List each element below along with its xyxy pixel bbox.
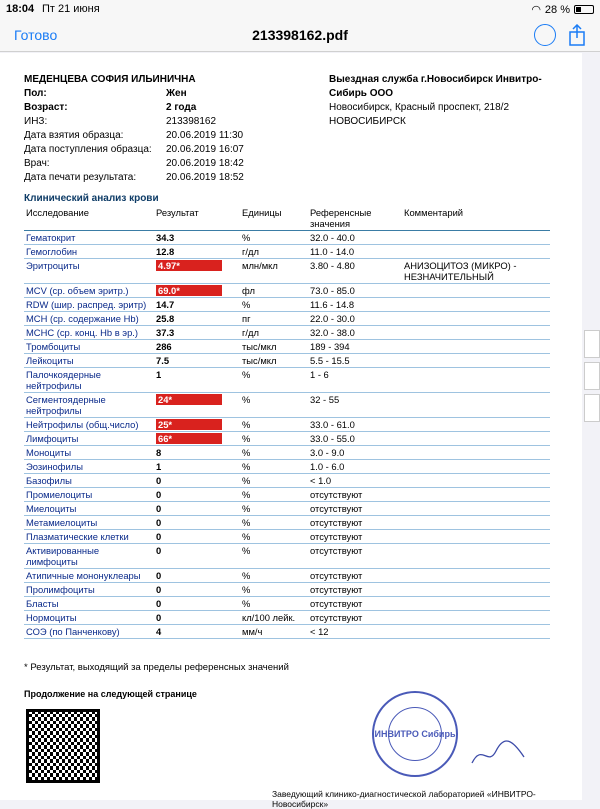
table-row bbox=[24, 432, 550, 446]
test-name: Гематокрит bbox=[24, 231, 154, 245]
patient-field-row bbox=[24, 87, 244, 101]
wifi-icon: ◠ bbox=[531, 4, 541, 16]
test-name: Лимфоциты bbox=[24, 432, 154, 446]
test-unit: % bbox=[240, 368, 308, 393]
test-reference: отсутствуют bbox=[308, 502, 402, 516]
test-result: 0 bbox=[154, 502, 240, 516]
table-row bbox=[24, 583, 550, 597]
table-row bbox=[24, 530, 550, 544]
test-reference: 3.0 - 9.0 bbox=[308, 446, 402, 460]
test-comment bbox=[402, 502, 550, 516]
test-unit: % bbox=[240, 583, 308, 597]
page-thumbnail[interactable] bbox=[584, 330, 600, 358]
table-row bbox=[24, 284, 550, 298]
status-bar bbox=[0, 0, 600, 18]
test-reference: 33.0 - 61.0 bbox=[308, 418, 402, 432]
document-title: 213398162.pdf bbox=[252, 27, 348, 43]
patient-field-value: Жен bbox=[166, 88, 187, 99]
patient-field-value: 20.06.2019 18:42 bbox=[166, 158, 244, 169]
test-comment bbox=[402, 354, 550, 368]
footnote: * Результат, выходящий за пределы референсных значений bbox=[24, 662, 289, 673]
patient-field-label: Дата поступления образца: bbox=[24, 144, 152, 155]
test-result: 14.7 bbox=[154, 298, 240, 312]
test-result: 34.3 bbox=[154, 231, 240, 245]
patient-fields bbox=[24, 87, 244, 185]
test-result bbox=[154, 432, 240, 446]
table-row bbox=[24, 474, 550, 488]
patient-field-value: 20.06.2019 11:30 bbox=[166, 130, 244, 141]
test-name: Метамиелоциты bbox=[24, 516, 154, 530]
test-unit: % bbox=[240, 488, 308, 502]
test-unit: кл/100 лейк. bbox=[240, 611, 308, 625]
patient-field-value: 2 года bbox=[166, 102, 197, 113]
test-unit: фл bbox=[240, 284, 308, 298]
signature bbox=[468, 733, 528, 773]
test-comment bbox=[402, 326, 550, 340]
test-name: Эозинофилы bbox=[24, 460, 154, 474]
patient-field-value: 20.06.2019 16:07 bbox=[166, 144, 244, 155]
test-reference: 33.0 - 55.0 bbox=[308, 432, 402, 446]
test-result: 4 bbox=[154, 625, 240, 639]
table-row bbox=[24, 259, 550, 284]
table-body bbox=[24, 231, 550, 639]
footer-text: Заведующий клинико-диагностической лабораторией «ИНВИТРО-Новосибирск» bbox=[272, 789, 536, 809]
test-comment bbox=[402, 312, 550, 326]
test-name: Палочкоядерные нейтрофилы bbox=[24, 368, 154, 393]
test-reference: 22.0 - 30.0 bbox=[308, 312, 402, 326]
flagged-result: 4.97* bbox=[156, 260, 222, 271]
status-date: Пт 21 июня bbox=[42, 3, 100, 15]
patient-field-row bbox=[24, 171, 244, 185]
table-row bbox=[24, 368, 550, 393]
table-row bbox=[24, 569, 550, 583]
table-row bbox=[24, 340, 550, 354]
test-result: 1 bbox=[154, 368, 240, 393]
table-row bbox=[24, 326, 550, 340]
markup-pen-icon[interactable] bbox=[534, 24, 556, 46]
test-name: Лейкоциты bbox=[24, 354, 154, 368]
test-unit: % bbox=[240, 418, 308, 432]
table-row bbox=[24, 245, 550, 259]
test-result: 37.3 bbox=[154, 326, 240, 340]
test-comment bbox=[402, 530, 550, 544]
test-result: 0 bbox=[154, 488, 240, 502]
test-reference: < 1.0 bbox=[308, 474, 402, 488]
lab-name: Выездная служба г.Новосибирск Инвитро-Сибирь ООО bbox=[329, 74, 542, 99]
test-name: Сегментоядерные нейтрофилы bbox=[24, 393, 154, 418]
test-unit: % bbox=[240, 432, 308, 446]
stamp-text: ИНВИТРО Сибирь bbox=[374, 729, 456, 739]
test-reference: 1 - 6 bbox=[308, 368, 402, 393]
test-unit: % bbox=[240, 502, 308, 516]
column-header: Исследование bbox=[24, 206, 154, 231]
test-comment bbox=[402, 432, 550, 446]
continuation-note: Продолжение на следующей странице bbox=[24, 689, 197, 699]
test-comment bbox=[402, 516, 550, 530]
test-reference: отсутствуют bbox=[308, 611, 402, 625]
test-unit: г/дл bbox=[240, 245, 308, 259]
test-unit: пг bbox=[240, 312, 308, 326]
test-unit: % bbox=[240, 460, 308, 474]
test-reference: < 12 bbox=[308, 625, 402, 639]
test-comment bbox=[402, 418, 550, 432]
patient-field-value: 20.06.2019 18:52 bbox=[166, 172, 244, 183]
test-result bbox=[154, 284, 240, 298]
test-name: Эритроциты bbox=[24, 259, 154, 284]
patient-field-label: Дата взятия образца: bbox=[24, 130, 124, 141]
test-unit: мм/ч bbox=[240, 625, 308, 639]
test-result bbox=[154, 418, 240, 432]
lab-address: Новосибирск, Красный проспект, 218/2 bbox=[329, 102, 510, 113]
patient-field-row bbox=[24, 115, 244, 129]
test-result: 286 bbox=[154, 340, 240, 354]
test-name: Нейтрофилы (общ.число) bbox=[24, 418, 154, 432]
page-thumbnails[interactable] bbox=[584, 330, 600, 426]
flagged-result: 69.0* bbox=[156, 285, 222, 296]
patient-info bbox=[24, 73, 244, 185]
test-name: Атипичные мононуклеары bbox=[24, 569, 154, 583]
table-row bbox=[24, 544, 550, 569]
test-result: 0 bbox=[154, 583, 240, 597]
test-name: Гемоглобин bbox=[24, 245, 154, 259]
test-result: 1 bbox=[154, 460, 240, 474]
test-name: Активированные лимфоциты bbox=[24, 544, 154, 569]
page-thumbnail[interactable] bbox=[584, 394, 600, 422]
test-name: MCHC (ср. конц. Hb в эр.) bbox=[24, 326, 154, 340]
test-unit: % bbox=[240, 393, 308, 418]
test-name: Нормоциты bbox=[24, 611, 154, 625]
test-unit: % bbox=[240, 530, 308, 544]
patient-field-label: Врач: bbox=[24, 158, 50, 169]
test-unit: % bbox=[240, 569, 308, 583]
test-comment bbox=[402, 368, 550, 393]
test-name: MCV (ср. объем эритр.) bbox=[24, 284, 154, 298]
table-row bbox=[24, 418, 550, 432]
patient-field-row bbox=[24, 129, 244, 143]
test-unit: тыс/мкл bbox=[240, 354, 308, 368]
test-comment bbox=[402, 583, 550, 597]
flagged-result: 25* bbox=[156, 419, 222, 430]
test-name: Пролимфоциты bbox=[24, 583, 154, 597]
table-row bbox=[24, 460, 550, 474]
table-row bbox=[24, 312, 550, 326]
test-result: 25.8 bbox=[154, 312, 240, 326]
table-row bbox=[24, 597, 550, 611]
test-comment bbox=[402, 474, 550, 488]
test-unit: % bbox=[240, 544, 308, 569]
test-name: Промиелоциты bbox=[24, 488, 154, 502]
patient-field-row bbox=[24, 101, 244, 115]
test-result: 0 bbox=[154, 597, 240, 611]
test-comment bbox=[402, 569, 550, 583]
test-unit: % bbox=[240, 516, 308, 530]
patient-field-label: Пол: bbox=[24, 88, 47, 99]
test-comment bbox=[402, 544, 550, 569]
column-header: Комментарий bbox=[402, 206, 550, 231]
table-row bbox=[24, 488, 550, 502]
flagged-result: 24* bbox=[156, 394, 222, 405]
test-reference: 1.0 - 6.0 bbox=[308, 460, 402, 474]
battery-label: 28 % bbox=[544, 3, 570, 16]
status-right bbox=[531, 3, 594, 16]
table-row bbox=[24, 231, 550, 245]
test-comment bbox=[402, 284, 550, 298]
status-time: 18:04 bbox=[6, 3, 35, 15]
test-name: RDW (шир. распред. эритр) bbox=[24, 298, 154, 312]
column-header: Единицы bbox=[240, 206, 308, 231]
test-reference: 11.0 - 14.0 bbox=[308, 245, 402, 259]
test-reference: 73.0 - 85.0 bbox=[308, 284, 402, 298]
test-result bbox=[154, 259, 240, 284]
table-row bbox=[24, 516, 550, 530]
test-result: 8 bbox=[154, 446, 240, 460]
table-row bbox=[24, 611, 550, 625]
test-comment bbox=[402, 611, 550, 625]
table-row bbox=[24, 354, 550, 368]
test-reference: 32.0 - 40.0 bbox=[308, 231, 402, 245]
test-result bbox=[154, 393, 240, 418]
patient-field-value: 213398162 bbox=[166, 116, 217, 127]
test-unit: % bbox=[240, 231, 308, 245]
test-comment bbox=[402, 231, 550, 245]
test-name: Тромбоциты bbox=[24, 340, 154, 354]
pdf-page[interactable] bbox=[0, 53, 582, 809]
flagged-result: 66* bbox=[156, 433, 222, 444]
table-row bbox=[24, 393, 550, 418]
test-unit: % bbox=[240, 446, 308, 460]
results-table bbox=[24, 206, 550, 639]
test-name: Бласты bbox=[24, 597, 154, 611]
patient-field-row bbox=[24, 143, 244, 157]
test-unit: тыс/мкл bbox=[240, 340, 308, 354]
test-reference: отсутствуют bbox=[308, 569, 402, 583]
table-row bbox=[24, 502, 550, 516]
test-reference: 11.6 - 14.8 bbox=[308, 298, 402, 312]
test-reference: отсутствуют bbox=[308, 583, 402, 597]
test-unit: % bbox=[240, 474, 308, 488]
test-reference: 5.5 - 15.5 bbox=[308, 354, 402, 368]
test-unit: % bbox=[240, 597, 308, 611]
test-name: Миелоциты bbox=[24, 502, 154, 516]
test-unit: % bbox=[240, 298, 308, 312]
battery-icon bbox=[574, 5, 594, 14]
test-reference: 32.0 - 38.0 bbox=[308, 326, 402, 340]
test-reference: отсутствуют bbox=[308, 488, 402, 502]
test-name: СОЭ (по Панченкову) bbox=[24, 625, 154, 639]
test-comment bbox=[402, 298, 550, 312]
section-title: Клинический анализ крови bbox=[24, 193, 159, 204]
battery-fill bbox=[576, 7, 581, 12]
test-reference: отсутствуют bbox=[308, 516, 402, 530]
test-name: Моноциты bbox=[24, 446, 154, 460]
table-row bbox=[24, 298, 550, 312]
test-reference: отсутствуют bbox=[308, 544, 402, 569]
share-icon[interactable] bbox=[568, 24, 586, 46]
patient-field-row bbox=[24, 157, 244, 171]
patient-field-label: Дата печати результата: bbox=[24, 172, 137, 183]
test-result: 0 bbox=[154, 611, 240, 625]
test-unit: г/дл bbox=[240, 326, 308, 340]
test-result: 0 bbox=[154, 569, 240, 583]
table-row bbox=[24, 625, 550, 639]
invitro-stamp bbox=[372, 691, 458, 777]
test-unit: млн/мкл bbox=[240, 259, 308, 284]
table-header bbox=[24, 206, 550, 231]
test-result: 0 bbox=[154, 516, 240, 530]
test-comment bbox=[402, 245, 550, 259]
test-result: 0 bbox=[154, 474, 240, 488]
test-comment bbox=[402, 460, 550, 474]
page-thumbnail[interactable] bbox=[584, 362, 600, 390]
test-comment bbox=[402, 625, 550, 639]
lab-info bbox=[329, 73, 569, 129]
test-comment bbox=[402, 340, 550, 354]
test-reference: 3.80 - 4.80 bbox=[308, 259, 402, 284]
test-comment bbox=[402, 446, 550, 460]
test-name: Плазматические клетки bbox=[24, 530, 154, 544]
patient-field-label: Возраст: bbox=[24, 102, 68, 113]
patient-field-label: ИНЗ: bbox=[24, 116, 48, 127]
test-result: 0 bbox=[154, 530, 240, 544]
patient-name: МЕДЕНЦЕВА СОФИЯ ИЛЬИНИЧНА bbox=[24, 74, 196, 85]
test-reference: отсутствуют bbox=[308, 530, 402, 544]
qr-code bbox=[26, 709, 100, 783]
column-header: Результат bbox=[154, 206, 240, 231]
test-comment bbox=[402, 393, 550, 418]
test-result: 7.5 bbox=[154, 354, 240, 368]
test-reference: отсутствуют bbox=[308, 597, 402, 611]
column-header: Референсные значения bbox=[308, 206, 402, 231]
test-reference: 189 - 394 bbox=[308, 340, 402, 354]
table-row bbox=[24, 446, 550, 460]
test-comment bbox=[402, 597, 550, 611]
test-comment bbox=[402, 488, 550, 502]
lab-city: НОВОСИБИРСК bbox=[329, 116, 406, 127]
test-result: 12.8 bbox=[154, 245, 240, 259]
test-comment: АНИЗОЦИТОЗ (МИКРО) - НЕЗНАЧИТЕЛЬНЫЙ bbox=[402, 259, 550, 284]
test-result: 0 bbox=[154, 544, 240, 569]
test-name: Базофилы bbox=[24, 474, 154, 488]
test-reference: 32 - 55 bbox=[308, 393, 402, 418]
navigation-bar bbox=[0, 18, 600, 52]
test-name: MCH (ср. содержание Hb) bbox=[24, 312, 154, 326]
done-button[interactable]: Готово bbox=[14, 27, 58, 43]
